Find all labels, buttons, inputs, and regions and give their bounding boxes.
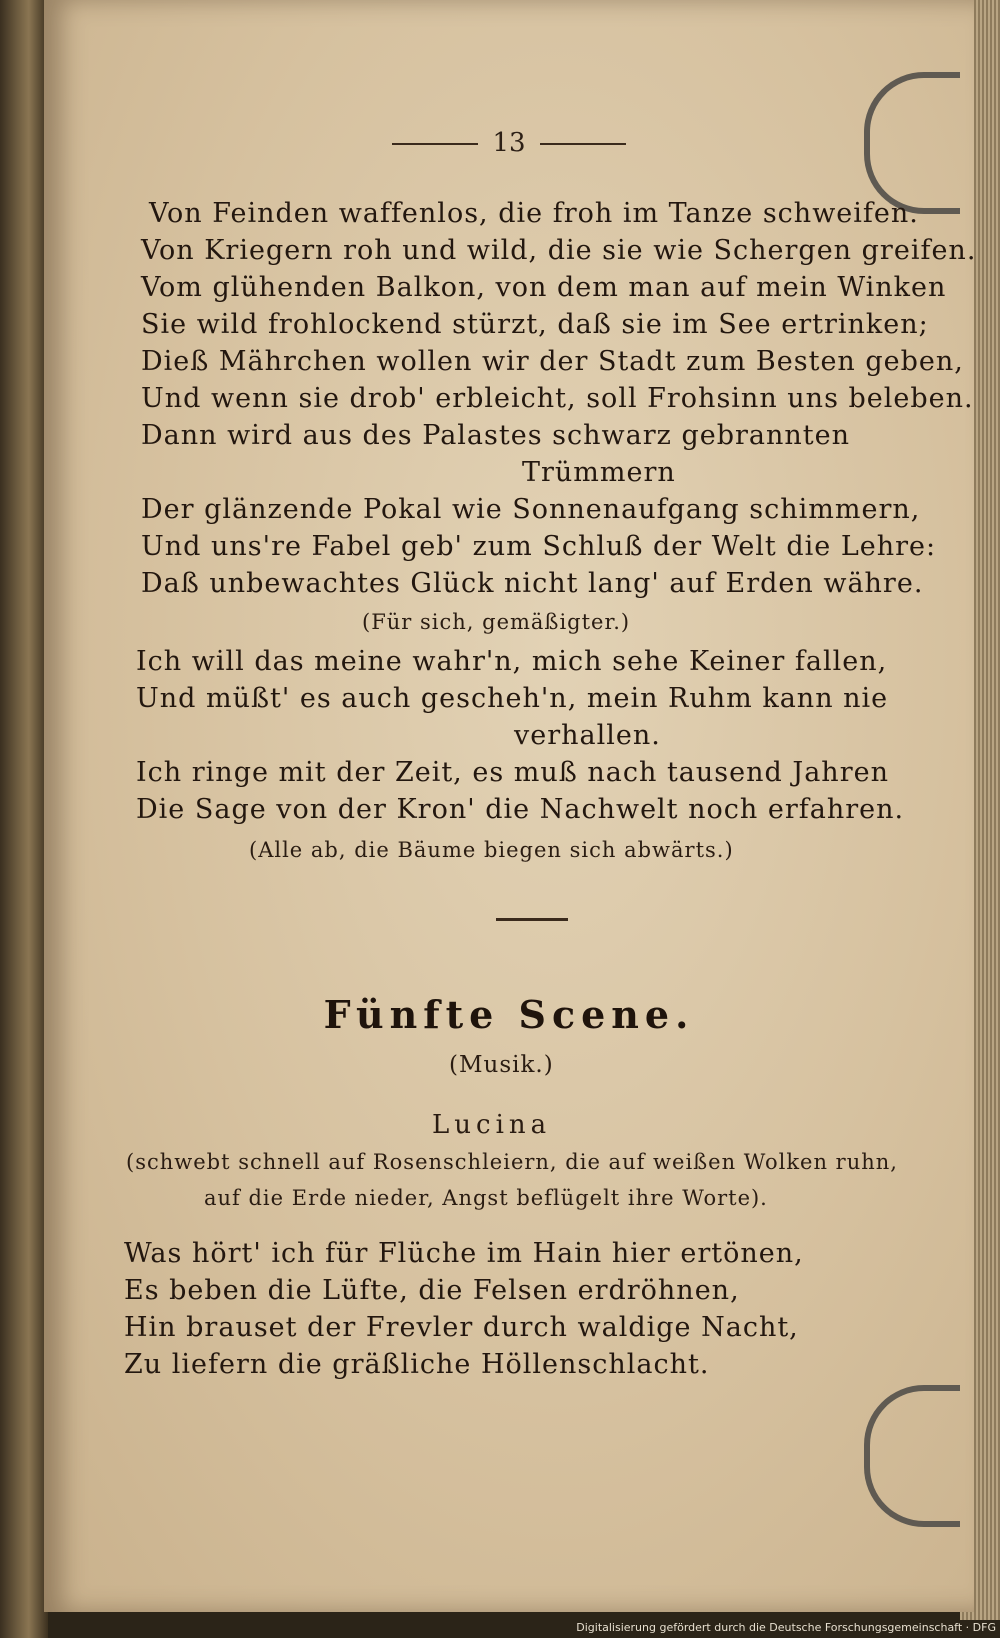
verse-line: Von Kriegern roh und wild, die sie wie Schergen greifen. [141, 235, 977, 266]
verse-line: Sie wild frohlockend stürzt, daß sie im See ertrinken; [141, 309, 929, 340]
section-divider [496, 918, 568, 921]
book-page [44, 0, 977, 1612]
verse-line: Vom glühenden Balkon, von dem man auf mein Winken [141, 272, 947, 303]
stage-direction-exit: (Alle ab, die Bäume biegen sich abwärts.) [249, 838, 734, 862]
header-rule-left [392, 143, 478, 145]
verse-line: Und müßt' es auch gescheh'n, mein Ruhm kann nie [136, 683, 889, 714]
verse-line: Und wenn sie drob' erbleicht, soll Frohsinn uns beleben. [141, 383, 974, 414]
verse-line: Zu liefern die gräßliche Höllenschlacht. [124, 1349, 710, 1380]
header-rule-right [540, 143, 626, 145]
book-clip-bottom [864, 1385, 960, 1527]
verse-line: Es beben die Lüfte, die Felsen erdröhnen, [124, 1275, 740, 1306]
speaker-name: Lucina [432, 1110, 552, 1140]
verse-line: Hin brauset der Frevler durch waldige Nacht, [124, 1312, 799, 1343]
verse-line-continuation: Trümmern [522, 457, 676, 488]
verse-line: Von Feinden waffenlos, die froh im Tanze schweifen. [149, 198, 919, 229]
scene-title: Fünfte Scene. [323, 992, 695, 1037]
book-spine-edge [0, 0, 48, 1638]
verse-line: Ich will das meine wahr'n, mich sehe Keiner fallen, [136, 646, 888, 677]
verse-line: Daß unbewachtes Glück nicht lang' auf Erden währe. [141, 568, 924, 599]
verse-line: Die Sage von der Kron' die Nachwelt noch erfahren. [136, 794, 905, 825]
verse-line: Was hört' ich für Flüche im Hain hier ertönen, [124, 1238, 804, 1269]
speaker-direction-line: (schwebt schnell auf Rosenschleiern, die auf weißen Wolken ruhn, [126, 1150, 898, 1174]
verse-line: Dann wird aus des Palastes schwarz gebrannten [141, 420, 850, 451]
verse-line-continuation: verhallen. [514, 720, 661, 751]
stage-direction-music: (Musik.) [449, 1052, 554, 1078]
page-number: 13 [492, 128, 526, 158]
page-header [44, 128, 974, 158]
verse-line: Der glänzende Pokal wie Sonnenaufgang schimmern, [141, 494, 921, 525]
speaker-direction-line: auf die Erde nieder, Angst beflügelt ihre Worte). [204, 1186, 768, 1210]
verse-line: Und uns're Fabel geb' zum Schluß der Welt die Lehre: [141, 531, 937, 562]
stage-direction-aside: (Für sich, gemäßigter.) [362, 610, 631, 634]
verse-line: Ich ringe mit der Zeit, es muß nach tausend Jahren [136, 757, 889, 788]
digitization-credit: Digitalisierung gefördert durch die Deutsche Forschungsgemeinschaft · DFG [576, 1621, 996, 1634]
verse-line: Dieß Mährchen wollen wir der Stadt zum Besten geben, [141, 346, 964, 377]
